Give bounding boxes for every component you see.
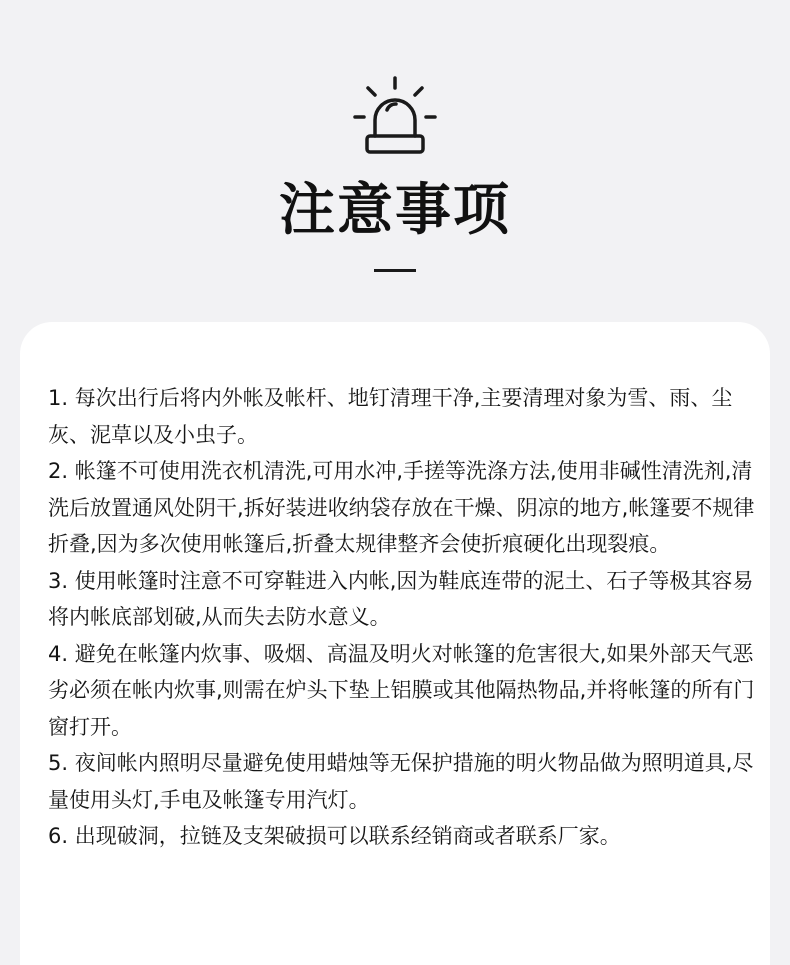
notice-item-5: 5. 夜间帐内照明尽量避免使用蜡烛等无保护措施的明火物品做为照明道具,尽量使用头灯,手电及帐篷专用汽灯。 — [48, 751, 754, 812]
notice-item-2: 2. 帐篷不可使用洗衣机清洗,可用水冲,手搓等洗涤方法,使用非碱性清洗剂,清洗后放置通风处阴干,拆好装进收纳袋存放在干燥、阴凉的地方,帐篷要不规律折叠,因为多次使用帐篷后,折叠太规律整齐会使折痕硬化出现裂痕。 — [48, 459, 755, 556]
warning-alarm-light-icon — [350, 74, 440, 160]
title-underline — [374, 269, 416, 272]
notice-list — [48, 380, 758, 855]
notice-item-1: 1. 每次出行后将内外帐及帐杆、地钉清理干净,主要清理对象为雪、雨、尘灰、泥草以及小虫子。 — [48, 386, 733, 447]
notice-item-4: 4. 避免在帐篷内炊事、吸烟、高温及明火对帐篷的危害很大,如果外部天气恶劣必须在帐内炊事,则需在炉头下垫上铝膜或其他隔热物品,并将帐篷的所有门窗打开。 — [48, 641, 755, 739]
notice-item-3: 3. 使用帐篷时注意不可穿鞋进入内帐,因为鞋底连带的泥土、石子等极其容易将内帐底部划破,从而失去防水意义。 — [48, 568, 754, 629]
page-title: 注意事项 — [279, 178, 511, 243]
notice-item-6: 6. 出现破洞，拉链及支架破损可以联系经销商或者联系厂家。 — [48, 824, 621, 848]
